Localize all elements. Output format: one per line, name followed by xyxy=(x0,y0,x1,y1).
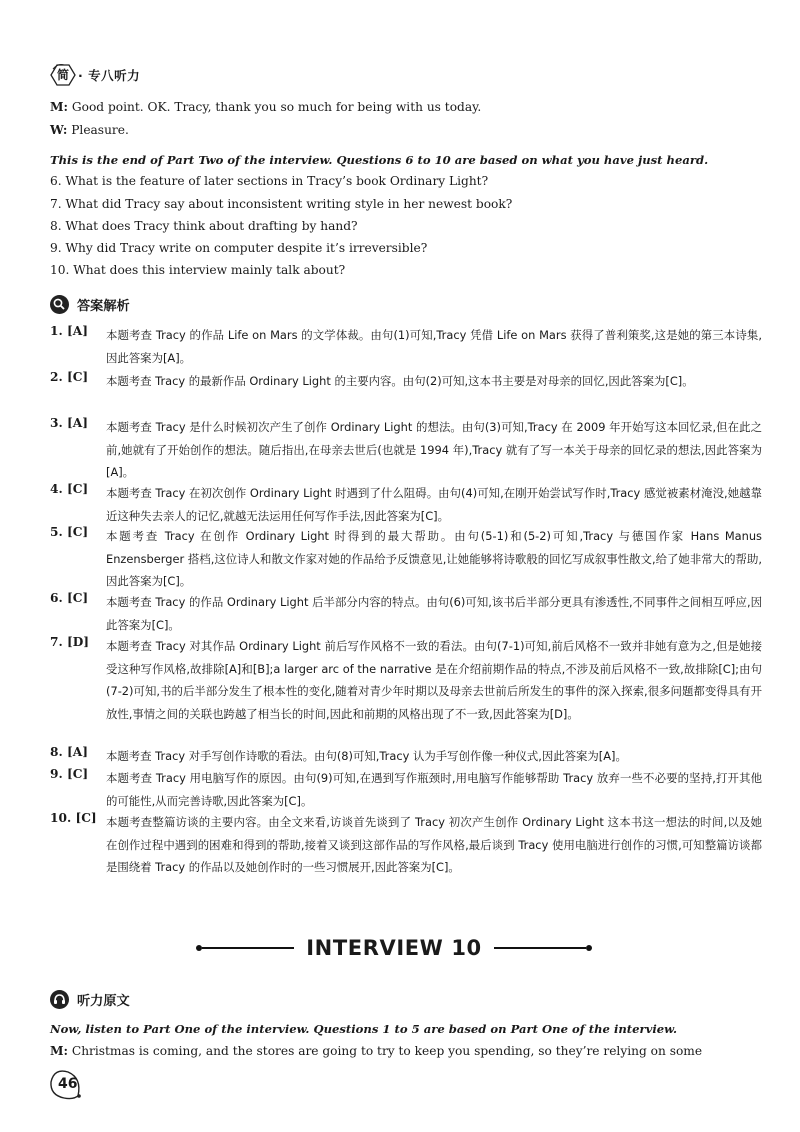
answers-section-title: 答案解析 xyxy=(77,299,130,314)
answer-number: 9. [C] xyxy=(50,767,89,781)
dialogue-text: Christmas is coming, and the stores are going to try to keep you spending, so they’re relying on some xyxy=(71,1044,703,1058)
page-number-badge xyxy=(48,1068,84,1102)
dialogue-text: Pleasure. xyxy=(71,123,129,137)
answer-explanation: 本题考查 Tracy 对手写创作诗歌的看法。由句(8)可知,Tracy 认为手写创作像一种仪式,因此答案为[A]。 xyxy=(106,749,627,763)
answer-number: 6. [C] xyxy=(50,591,89,605)
answer-item xyxy=(50,745,762,768)
answer-item xyxy=(50,767,762,812)
answer-number: 2. [C] xyxy=(50,370,89,384)
answer-number: 3. [A] xyxy=(50,416,88,430)
page-number: 46 xyxy=(58,1076,78,1092)
answer-item xyxy=(50,811,762,879)
banner-dot-right xyxy=(586,945,592,951)
answer-explanation: 本题考查 Tracy 对其作品 Ordinary Light 前后写作风格不一致的看法。由句(7-1)可知,前后风格不一致并非她有意为之,但是她接受这种写作风格,故排除[A]和[B];a larger arc of the narrative 是在介绍前期作品的特点,不涉及前后风格不一致,故排除[C];由句(7-2)可知,书的后半部分发生了根本性的变化,随着对青少年时期以及母亲去世前后所发生的事件的深入探索,很多问题都变得具有开放性,事情之间的关联也跨越了相当长的时间,因此和前期的风格出现了不一致,因此答案为[D]。 xyxy=(106,639,762,721)
question-item: 7. What did Tracy say about inconsistent writing style in her newest book? xyxy=(50,197,513,211)
answer-number: 7. [D] xyxy=(50,635,90,649)
answer-item xyxy=(50,525,762,593)
answer-item xyxy=(50,635,762,725)
part-two-end-note: This is the end of Part Two of the interview. Questions 6 to 10 are based on what you have just heard. xyxy=(50,153,709,167)
speaker-label: M: xyxy=(50,1044,68,1058)
answer-explanation: 本题考查 Tracy 在创作 Ordinary Light 时得到的最大帮助。由句(5-1)和(5-2)可知,Tracy 与德国作家 Hans Manus Enzensberger 搭档,这位诗人和散文作家对她的作品给予反馈意见,让她能够将诗歌般的回忆写成叙事性散文,给了她非常大的帮助,因此答案为[C]。 xyxy=(106,529,762,589)
page-header xyxy=(50,63,140,87)
question-item: 10. What does this interview mainly talk about? xyxy=(50,263,346,277)
answer-number: 5. [C] xyxy=(50,525,89,539)
answers-section-heading xyxy=(50,295,130,314)
speaker-label: W: xyxy=(50,123,68,137)
question-item: 8. What does Tracy think about drafting by hand? xyxy=(50,219,358,233)
answer-item xyxy=(50,324,762,369)
answer-item xyxy=(50,591,762,636)
answer-explanation: 本题考查 Tracy 的作品 Ordinary Light 后半部分内容的特点。由句(6)可知,该书后半部分更具有渗透性,不同事件之间相互呼应,因此答案为[C]。 xyxy=(106,595,762,632)
answer-explanation: 本题考查 Tracy 在初次创作 Ordinary Light 时遇到了什么阻碍。由句(4)可知,在刚开始尝试写作时,Tracy 感觉被素材淹没,她越靠近这种失去亲人的记忆,就越无法运用任何写作手法,因此答案为[C]。 xyxy=(106,486,762,523)
banner-rule-right xyxy=(494,947,586,948)
answer-explanation: 本题考查 Tracy 用电脑写作的原因。由句(9)可知,在遇到写作瓶颈时,用电脑写作能够帮助 Tracy 放弃一些不必要的坚持,打开其他的可能性,从而完善诗歌,因此答案为[C]。 xyxy=(106,771,762,808)
answer-item xyxy=(50,482,762,527)
dialogue-line xyxy=(50,1044,762,1058)
answer-item xyxy=(50,370,762,393)
logo-char: 简 xyxy=(57,68,70,82)
answer-number: 4. [C] xyxy=(50,482,89,496)
question-item: 6. What is the feature of later sections in Tracy’s book Ordinary Light? xyxy=(50,174,489,188)
hexagon-logo-icon xyxy=(50,63,76,87)
answer-explanation: 本题考查 Tracy 的最新作品 Ordinary Light 的主要内容。由句(2)可知,这本书主要是对母亲的回忆,因此答案为[C]。 xyxy=(106,374,694,388)
listening-section-title: 听力原文 xyxy=(77,994,130,1009)
interview-banner xyxy=(196,933,592,963)
interview-title: INTERVIEW 10 xyxy=(306,936,482,960)
listening-section-heading xyxy=(50,990,130,1009)
banner-rule-left xyxy=(202,947,294,948)
answer-explanation: 本题考查整篇访谈的主要内容。由全文来看,访谈首先谈到了 Tracy 初次产生创作 Ordinary Light 这本书这一想法的时间,以及她在创作过程中遇到的困难和得到的帮助,接着又谈到这部作品的写作风格,最后谈到 Tracy 使用电脑进行创作的习惯,可知整篇访谈都是围绕着 Tracy 的作品以及她创作时的一些习惯展开,因此答案为[C]。 xyxy=(106,815,762,875)
dialogue-line xyxy=(50,123,129,137)
answer-explanation: 本题考查 Tracy 的作品 Life on Mars 的文学体裁。由句(1)可知,Tracy 凭借 Life on Mars 获得了普利策奖,这是她的第三本诗集,因此答案为[A]。 xyxy=(106,328,762,365)
speaker-label: M: xyxy=(50,100,68,114)
section-header-title: · 专八听力 xyxy=(78,68,141,83)
dialogue-line xyxy=(50,100,481,114)
answer-explanation: 本题考查 Tracy 是什么时候初次产生了创作 Ordinary Light 的想法。由句(3)可知,Tracy 在 2009 年开始写这本回忆录,但在此之前,她就有了开始创作的想法。随后指出,在母亲去世后(也就是 1994 年),Tracy 就有了写一本关于母亲的回忆录的想法,因此答案为[A]。 xyxy=(106,420,762,480)
part-one-intro: Now, listen to Part One of the interview. Questions 1 to 5 are based on Part One of the interview. xyxy=(50,1022,677,1036)
dialogue-text: Good point. OK. Tracy, thank you so much for being with us today. xyxy=(71,100,482,114)
answer-number: 8. [A] xyxy=(50,745,88,759)
magnifier-icon xyxy=(50,295,69,314)
answer-item xyxy=(50,416,762,484)
question-item: 9. Why did Tracy write on computer despite it’s irreversible? xyxy=(50,241,428,255)
headphones-icon xyxy=(50,990,69,1009)
answer-number: 10. [C] xyxy=(50,811,97,825)
answer-number: 1. [A] xyxy=(50,324,88,338)
